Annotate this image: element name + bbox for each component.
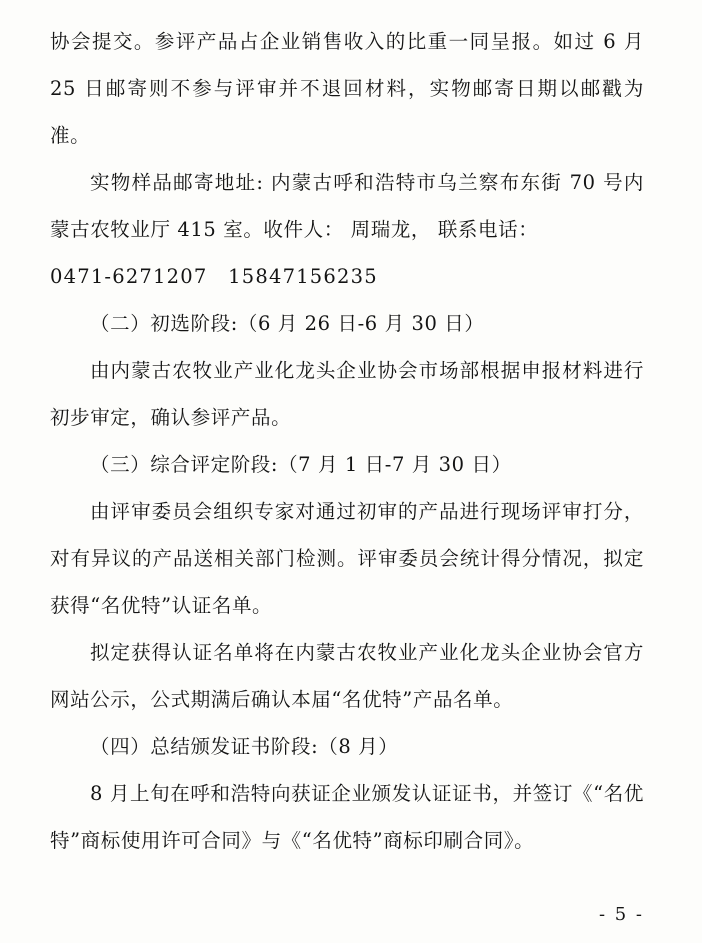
paragraph-phone-numbers: 0471-6271207 15847156235 [50,265,378,288]
page-number: - 5 - [598,904,644,925]
paragraph-stage-two-body: 由内蒙古农牧业产业化龙头企业协会市场部根据申报材料进行初步审定，确认参评产品。 [50,359,644,429]
heading-stage-three: （三）综合评定阶段:（7 月 1 日-7 月 30 日） [90,453,512,476]
paragraph-continuation: 协会提交。参评产品占企业销售收入的比重一同呈报。如过 6 月 25 日邮寄则不参与评审并不退回材料，实物邮寄日期以邮戳为准。 [50,30,644,147]
paragraph-publicity-list: 拟定获得认证名单将在内蒙古农牧业产业化龙头企业协会官方网站公示，公式期满后确认本届“名优特”产品名单。 [50,641,644,711]
heading-stage-two: （二）初选阶段:（6 月 26 日-6 月 30 日） [90,312,485,335]
paragraph-stage-four-body: 8 月上旬在呼和浩特向获证企业颁发认证证书，并签订《“名优特”商标使用许可合同》与《“名优特”商标印刷合同》。 [50,782,644,852]
document-body [50,18,644,864]
paragraph-mailing-address: 实物样品邮寄地址: 内蒙古呼和浩特市乌兰察布东街 70 号内蒙古农牧业厅 415 室。收件人： 周瑞龙， 联系电话： [50,171,644,241]
paragraph-stage-three-body: 由评审委员会组织专家对通过初审的产品进行现场评审打分，对有异议的产品送相关部门检测。评审委员会统计得分情况，拟定获得“名优特”认证名单。 [50,500,644,617]
heading-stage-four: （四）总结颁发证书阶段:（8 月） [90,735,399,758]
